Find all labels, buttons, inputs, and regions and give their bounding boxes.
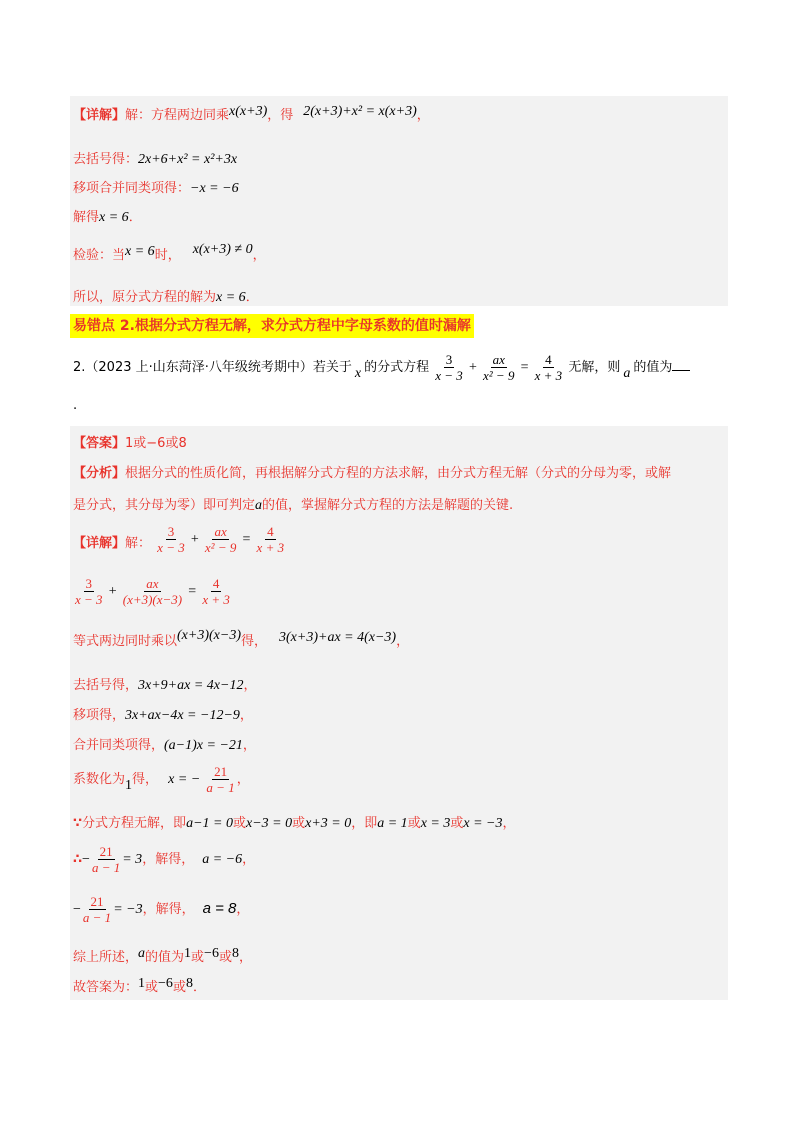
text: 去括号得： xyxy=(73,152,139,167)
plus-sign: + xyxy=(108,584,117,599)
analysis-line-1 xyxy=(73,462,671,481)
text: 的值为 xyxy=(145,950,185,965)
fraction xyxy=(533,352,565,383)
fraction xyxy=(204,764,236,795)
text: 去括号得， xyxy=(73,678,139,693)
numerator: 21 xyxy=(99,844,113,859)
denominator: x + 3 xyxy=(202,592,230,607)
text: 得， xyxy=(132,772,159,787)
text: 的值，掌握解分式方程的方法是解题的关键. xyxy=(262,498,514,513)
denominator: x + 3 xyxy=(534,368,563,383)
solution-line-3 xyxy=(73,177,239,197)
step-combine xyxy=(73,734,256,754)
math: x = −3 xyxy=(463,816,503,831)
math: x = 6 xyxy=(125,244,155,259)
therefore-symbol: ∴ xyxy=(73,852,83,867)
equals-sign: = xyxy=(188,584,197,599)
question-line xyxy=(73,352,690,383)
math: x−3 = 0 xyxy=(245,816,293,831)
text: ，解得， xyxy=(142,902,195,917)
math: x = − xyxy=(168,772,201,787)
text: 综上所述， xyxy=(73,950,139,965)
text: ，解得， xyxy=(142,852,195,867)
plus-sign: + xyxy=(190,532,199,547)
text: 或 xyxy=(450,816,464,831)
denominator: x − 3 xyxy=(75,592,103,607)
text: ． xyxy=(245,290,259,305)
numerator: 4 xyxy=(545,352,552,367)
text: 无解，则 xyxy=(568,360,621,375)
answer-line xyxy=(73,432,187,451)
math: x(x+3) ≠ 0 xyxy=(192,242,253,257)
var-a: a xyxy=(623,366,631,381)
analysis-line-2 xyxy=(73,494,513,514)
math: = 3 xyxy=(122,852,143,867)
numerator: ax xyxy=(146,576,159,591)
step-case-1 xyxy=(73,844,255,875)
text: 解： xyxy=(125,536,152,551)
math: x = 3 xyxy=(420,816,451,831)
detail-tag: 【详解】 xyxy=(73,108,126,123)
text: 合并同类项得， xyxy=(73,738,165,753)
step-case-2 xyxy=(73,894,249,925)
text: 的分式方程 xyxy=(364,360,430,375)
fraction xyxy=(81,894,113,925)
math: (a−1)x = −21 xyxy=(164,738,243,753)
text: 或 xyxy=(407,816,421,831)
text: ， xyxy=(236,772,250,787)
step-summary xyxy=(73,946,252,966)
text: ， xyxy=(242,852,256,867)
text: ， xyxy=(238,950,252,965)
math: = −3 xyxy=(113,902,143,917)
minus-sign: − xyxy=(73,902,81,917)
text: ， xyxy=(252,248,266,263)
text: 或 xyxy=(232,816,246,831)
text: 解得 xyxy=(73,210,100,225)
text: 故答案为： xyxy=(73,980,139,995)
fraction xyxy=(255,524,287,555)
minus-sign: − xyxy=(82,852,90,867)
denominator: a − 1 xyxy=(206,780,235,795)
math: (x+3)(x−3) xyxy=(177,628,241,643)
text: ， xyxy=(242,738,256,753)
text: 或 xyxy=(172,980,186,995)
solution-box-1 xyxy=(70,96,728,306)
step-move xyxy=(73,704,253,724)
math: 8 xyxy=(185,976,193,991)
plus-sign: + xyxy=(468,360,477,375)
math: 1 xyxy=(138,976,146,991)
text: 是分式，其分母为零）即可判定 xyxy=(73,498,256,513)
question-source: 2.（2023 上·山东菏泽·八年级统考期中）若关于 xyxy=(73,360,352,375)
final-answer xyxy=(73,976,206,996)
section-heading: 易错点 2.根据分式方程无解，求分式方程中字母系数的值时漏解 xyxy=(70,314,474,338)
denominator: x + 3 xyxy=(256,540,285,555)
because-symbol: ∵ xyxy=(73,816,83,831)
text: ， xyxy=(416,108,430,123)
denominator: x² − 9 xyxy=(483,368,515,383)
math: a xyxy=(255,498,263,513)
math: 3(x+3)+ax = 4(x−3) xyxy=(279,630,397,645)
text: 或 xyxy=(218,950,232,965)
math: a−1 = 0 xyxy=(186,816,233,831)
text: 根据分式的性质化简，再根据解分式方程的方法求解，由分式方程无解（分式的分母为零，或解 xyxy=(125,466,672,481)
text: ，即 xyxy=(351,816,378,831)
math: 2x+6+x² = x²+3x xyxy=(138,152,238,167)
question-end-dot: . xyxy=(73,398,78,413)
math: a = −6 xyxy=(202,852,243,867)
denominator: (x+3)(x−3) xyxy=(122,592,183,607)
text: 或 xyxy=(292,816,306,831)
answer-tag: 【答案】 xyxy=(73,436,126,451)
answer-blank xyxy=(672,358,690,371)
denominator: x − 3 xyxy=(435,368,463,383)
fraction xyxy=(73,576,105,607)
text: 或 xyxy=(145,980,159,995)
fraction xyxy=(155,524,187,555)
math: 3x+ax−4x = −12−9 xyxy=(125,708,240,723)
fraction xyxy=(90,844,122,875)
numerator: 3 xyxy=(85,576,93,591)
math: 1 xyxy=(125,778,133,793)
fraction xyxy=(203,524,238,555)
math: 3x+9+ax = 4x−12 xyxy=(138,678,244,693)
numerator: 4 xyxy=(267,524,274,539)
text: 所以，原分式方程的解为 xyxy=(73,290,217,305)
numerator: ax xyxy=(214,524,227,539)
denominator: a − 1 xyxy=(82,910,112,925)
text: ， xyxy=(236,902,250,917)
text: 解：方程两边同乘 xyxy=(125,108,230,123)
text: ． xyxy=(192,980,206,995)
equation-line-2 xyxy=(73,576,232,607)
text: 或 xyxy=(191,950,205,965)
fraction xyxy=(121,576,184,607)
text: 得， xyxy=(241,634,268,649)
denominator: a − 1 xyxy=(91,860,121,875)
detail-line xyxy=(73,524,286,555)
detail-tag: 【详解】 xyxy=(73,536,126,551)
text: 移项得， xyxy=(73,708,126,723)
equals-sign: = xyxy=(520,360,529,375)
solution-line-1 xyxy=(73,104,430,124)
text: ， xyxy=(243,678,257,693)
numerator: 21 xyxy=(90,894,104,909)
fraction xyxy=(433,352,465,383)
solution-line-4 xyxy=(73,206,142,226)
var-x: x xyxy=(354,366,362,381)
text: 分式方程无解，即 xyxy=(82,816,187,831)
solution-line-5 xyxy=(73,244,266,264)
step-no-solution xyxy=(73,812,516,832)
text: ， xyxy=(396,634,410,649)
math: −x = −6 xyxy=(190,181,239,196)
text: ，得 xyxy=(267,108,294,123)
numerator: 3 xyxy=(445,352,453,367)
math: −6 xyxy=(158,976,173,991)
math: 2(x+3)+x² = x(x+3) xyxy=(303,104,417,119)
step-multiply xyxy=(73,630,409,650)
fraction xyxy=(200,576,232,607)
fraction xyxy=(481,352,516,383)
numerator: 4 xyxy=(212,576,220,591)
answer-value: 1或−6或8 xyxy=(125,436,187,451)
math: a = 1 xyxy=(377,816,408,831)
text: 移项合并同类项得： xyxy=(73,181,191,196)
step-coefficient xyxy=(73,764,250,795)
math: a = 8 xyxy=(202,900,237,917)
text: 等式两边同时乘以 xyxy=(73,634,178,649)
text: ， xyxy=(502,816,516,831)
math: −6 xyxy=(204,946,219,961)
math: 1 xyxy=(184,946,192,961)
equals-sign: = xyxy=(242,532,251,547)
solution-line-6 xyxy=(73,286,259,306)
text: 的值为 xyxy=(633,360,673,375)
denominator: x² − 9 xyxy=(204,540,237,555)
text: ． xyxy=(128,210,142,225)
text: 系数化为 xyxy=(73,772,126,787)
text: 检验：当 xyxy=(73,248,126,263)
math: x = 6 xyxy=(216,290,246,305)
math: 8 xyxy=(231,946,239,961)
math: x = 6 xyxy=(99,210,129,225)
math: x(x+3) xyxy=(229,104,268,119)
numerator: 3 xyxy=(167,524,175,539)
step-expand xyxy=(73,674,256,694)
text: ， xyxy=(239,708,253,723)
denominator: x − 3 xyxy=(157,540,185,555)
numerator: 21 xyxy=(214,764,228,779)
math: a xyxy=(138,946,146,961)
analysis-tag: 【分析】 xyxy=(73,466,126,481)
numerator: ax xyxy=(492,352,505,367)
math: x+3 = 0 xyxy=(305,816,352,831)
text: 时， xyxy=(154,248,181,263)
solution-line-2 xyxy=(73,148,237,168)
